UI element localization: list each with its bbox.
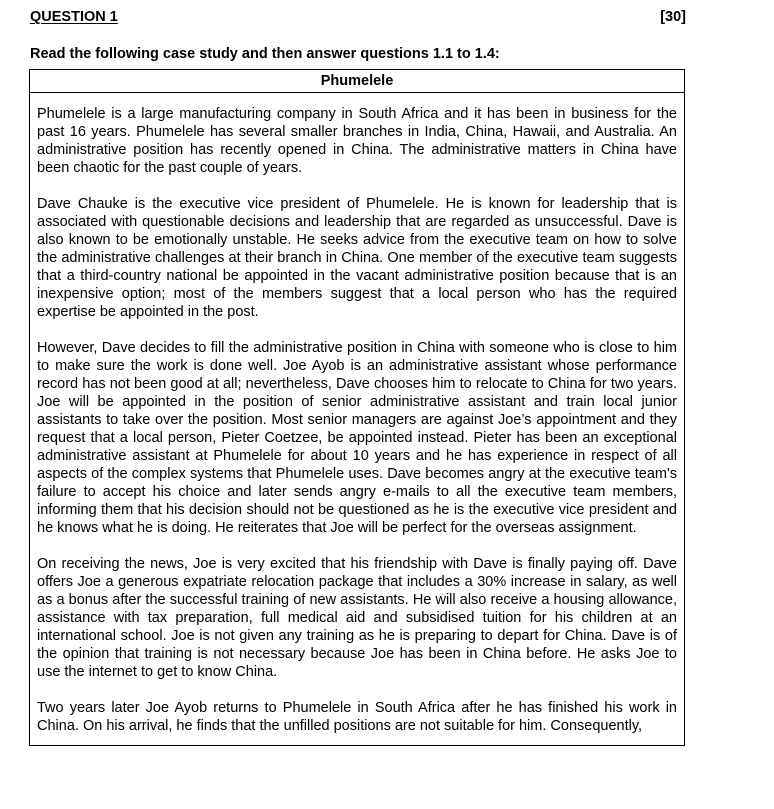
- case-paragraph-1: Phumelele is a large manufacturing company in South Africa and it has been in business for the past 16 years. Phumelele has several smaller branches in India, China, Hawaii, and Australia. An administrative position has recently opened in China. The administrative matters in China have been chaotic for the past couple of years.: [37, 106, 677, 176]
- case-paragraph-5: Two years later Joe Ayob returns to Phumelele in South Africa after he has finished his work in China. On his arrival, he finds that the unfilled positions are not suitable for him. Consequently,: [37, 700, 677, 734]
- case-paragraph-3: However, Dave decides to fill the administrative position in China with someone who is close to him to make sure the work is done well. Joe Ayob is an administrative assistant whose performance record has not been good at all; nevertheless, Dave chooses him to relocate to China for two years. Joe will be appointed in the position of senior administrative assistant and train local junior assistants to take over the position. Most senior managers are against Joe’s appointment and they request that a local person, Pieter Coetzee, be appointed instead. Pieter has been an exceptional administrative assistant at Phumelele for about 10 years and he has experience in respect of all aspects of the complex systems that Phumelele uses. Dave becomes angry at the executive team's failure to accept his choice and later sends angry e-mails to all the executive team members, informing them that his decision should not be questioned as he is the executive vice president and he knows what he is doing. He reiterates that Joe will be perfect for the overseas assignment.: [37, 340, 677, 536]
- case-paragraph-4: On receiving the news, Joe is very excited that his friendship with Dave is finally paying off. Dave offers Joe a generous expatriate relocation package that includes a 30% increase in salary, as well as a bonus after the successful training of new assistants. He will also receive a housing allowance, assistance with tax preparation, full medical aid and subsidised tuition for his children at an international school. Joe is not given any training as he is preparing to depart for China. Dave is of the opinion that training is not necessary because Joe has been in China before. He asks Joe to use the internet to get to know China.: [37, 556, 677, 680]
- instruction-text: Read the following case study and then answer questions 1.1 to 1.4:: [30, 46, 500, 62]
- question-header: [30, 9, 686, 27]
- case-study-title: Phumelele: [30, 70, 684, 93]
- case-paragraph-2: Dave Chauke is the executive vice president of Phumelele. He is known for leadership that is associated with questionable decisions and leadership that are regarded as unsuccessful. Dave is also known to be emotionally unstable. He seeks advice from the executive team on how to solve the administrative challenges at their branch in China. One member of the executive team suggests that a third-country national be appointed in the vacant administrative position because that is an inexpensive option; most of the members suggest that a local person who has the required expertise be appointed in the post.: [37, 196, 677, 320]
- question-title: QUESTION 1: [30, 9, 118, 25]
- question-marks: [30]: [660, 9, 686, 25]
- case-study-box: [29, 69, 685, 746]
- case-study-body: [30, 93, 684, 735]
